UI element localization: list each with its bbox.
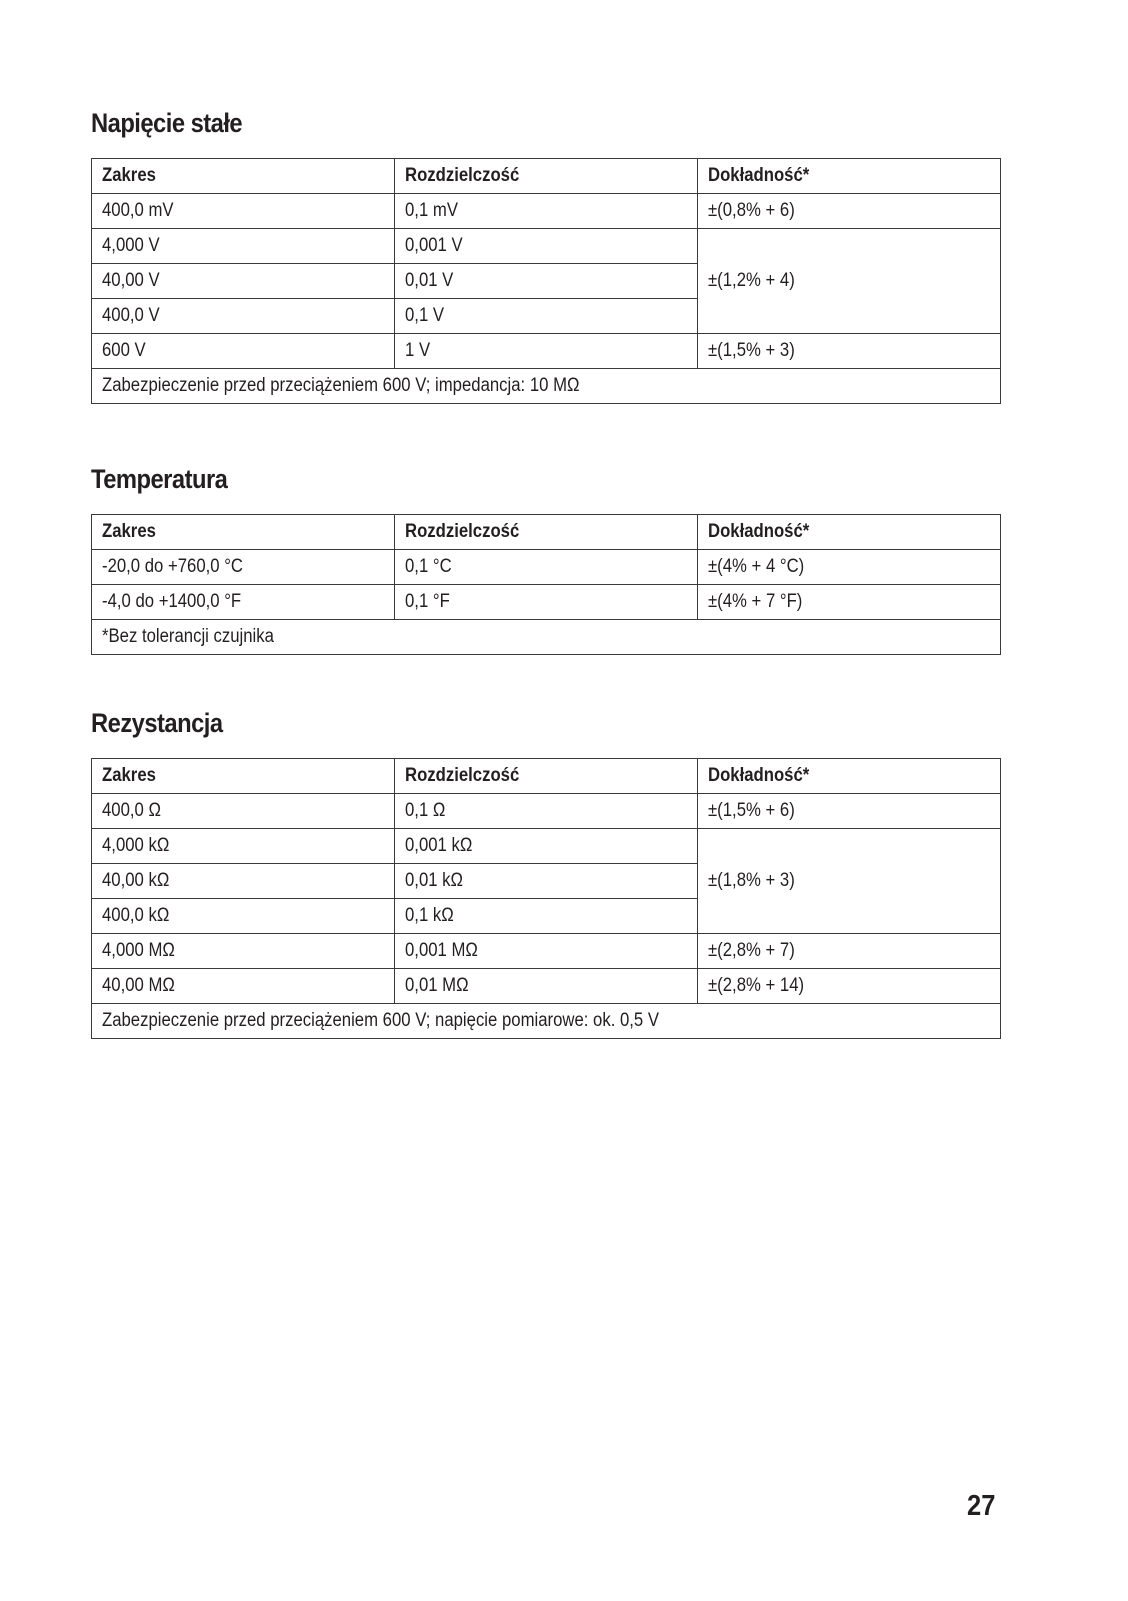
page-number: 27 — [967, 1490, 996, 1522]
cell-accuracy: ±(1,2% + 4) — [698, 229, 1001, 334]
table-row — [92, 934, 1001, 969]
header-cell-resolution: Rozdzielczość — [395, 159, 698, 194]
cell-range: 400,0 Ω — [92, 794, 395, 829]
header-cell-accuracy: Dokładność* — [698, 159, 1001, 194]
cell-range: 600 V — [92, 334, 395, 369]
table-row — [92, 969, 1001, 1004]
cell-resolution: 0,01 MΩ — [395, 969, 698, 1004]
cell-resolution: 0,1 kΩ — [395, 899, 698, 934]
header-cell-resolution: Rozdzielczość — [395, 515, 698, 550]
cell-resolution: 1 V — [395, 334, 698, 369]
cell-resolution: 0,1 °C — [395, 550, 698, 585]
dc-voltage-table — [91, 158, 1001, 404]
cell-accuracy: ±(4% + 7 °F) — [698, 585, 1001, 620]
cell-accuracy: ±(4% + 4 °C) — [698, 550, 1001, 585]
cell-resolution: 0,001 MΩ — [395, 934, 698, 969]
section-resistance — [91, 708, 1000, 1031]
cell-resolution: 0,001 kΩ — [395, 829, 698, 864]
section-title: Napięcie stałe — [91, 108, 243, 138]
header-cell-accuracy: Dokładność* — [698, 759, 1001, 794]
cell-range: 400,0 V — [92, 299, 395, 334]
resistance-table — [91, 758, 1001, 1039]
table-row — [92, 334, 1001, 369]
table-header-row — [92, 515, 1001, 550]
cell-accuracy: ±(1,5% + 3) — [698, 334, 1001, 369]
table-note: Zabezpieczenie przed przeciążeniem 600 V; impedancja: 10 MΩ — [92, 369, 1001, 404]
table-note-row — [92, 369, 1001, 404]
table-row — [92, 585, 1001, 620]
cell-resolution: 0,1 mV — [395, 194, 698, 229]
cell-range: 400,0 kΩ — [92, 899, 395, 934]
table-row — [92, 829, 1001, 864]
header-cell-range: Zakres — [92, 759, 395, 794]
cell-accuracy: ±(0,8% + 6) — [698, 194, 1001, 229]
cell-accuracy: ±(1,8% + 3) — [698, 829, 1001, 934]
cell-resolution: 0,001 V — [395, 229, 698, 264]
cell-range: 40,00 kΩ — [92, 864, 395, 899]
section-dc-voltage — [91, 108, 1000, 396]
table-row — [92, 229, 1001, 264]
cell-range: 400,0 mV — [92, 194, 395, 229]
cell-resolution: 0,1 V — [395, 299, 698, 334]
cell-range: 4,000 V — [92, 229, 395, 264]
section-title: Temperatura — [91, 464, 228, 494]
table-note-row — [92, 1004, 1001, 1039]
section-title: Rezystancja — [91, 708, 223, 738]
cell-accuracy: ±(2,8% + 7) — [698, 934, 1001, 969]
cell-range: 4,000 kΩ — [92, 829, 395, 864]
header-cell-range: Zakres — [92, 159, 395, 194]
cell-range: 40,00 MΩ — [92, 969, 395, 1004]
header-cell-resolution: Rozdzielczość — [395, 759, 698, 794]
section-temperature — [91, 464, 1000, 647]
cell-range: 40,00 V — [92, 264, 395, 299]
cell-accuracy: ±(2,8% + 14) — [698, 969, 1001, 1004]
cell-resolution: 0,1 °F — [395, 585, 698, 620]
temperature-table — [91, 514, 1001, 655]
cell-range: -20,0 do +760,0 °C — [92, 550, 395, 585]
cell-accuracy: ±(1,5% + 6) — [698, 794, 1001, 829]
table-header-row — [92, 159, 1001, 194]
header-cell-range: Zakres — [92, 515, 395, 550]
table-row — [92, 550, 1001, 585]
table-note: Zabezpieczenie przed przeciążeniem 600 V; napięcie pomiarowe: ok. 0,5 V — [92, 1004, 1001, 1039]
table-row — [92, 194, 1001, 229]
table-row — [92, 794, 1001, 829]
table-header-row — [92, 759, 1001, 794]
cell-resolution: 0,01 kΩ — [395, 864, 698, 899]
header-cell-accuracy: Dokładność* — [698, 515, 1001, 550]
cell-resolution: 0,1 Ω — [395, 794, 698, 829]
cell-resolution: 0,01 V — [395, 264, 698, 299]
cell-range: -4,0 do +1400,0 °F — [92, 585, 395, 620]
table-note-row — [92, 620, 1001, 655]
cell-range: 4,000 MΩ — [92, 934, 395, 969]
table-note: *Bez tolerancji czujnika — [92, 620, 1001, 655]
